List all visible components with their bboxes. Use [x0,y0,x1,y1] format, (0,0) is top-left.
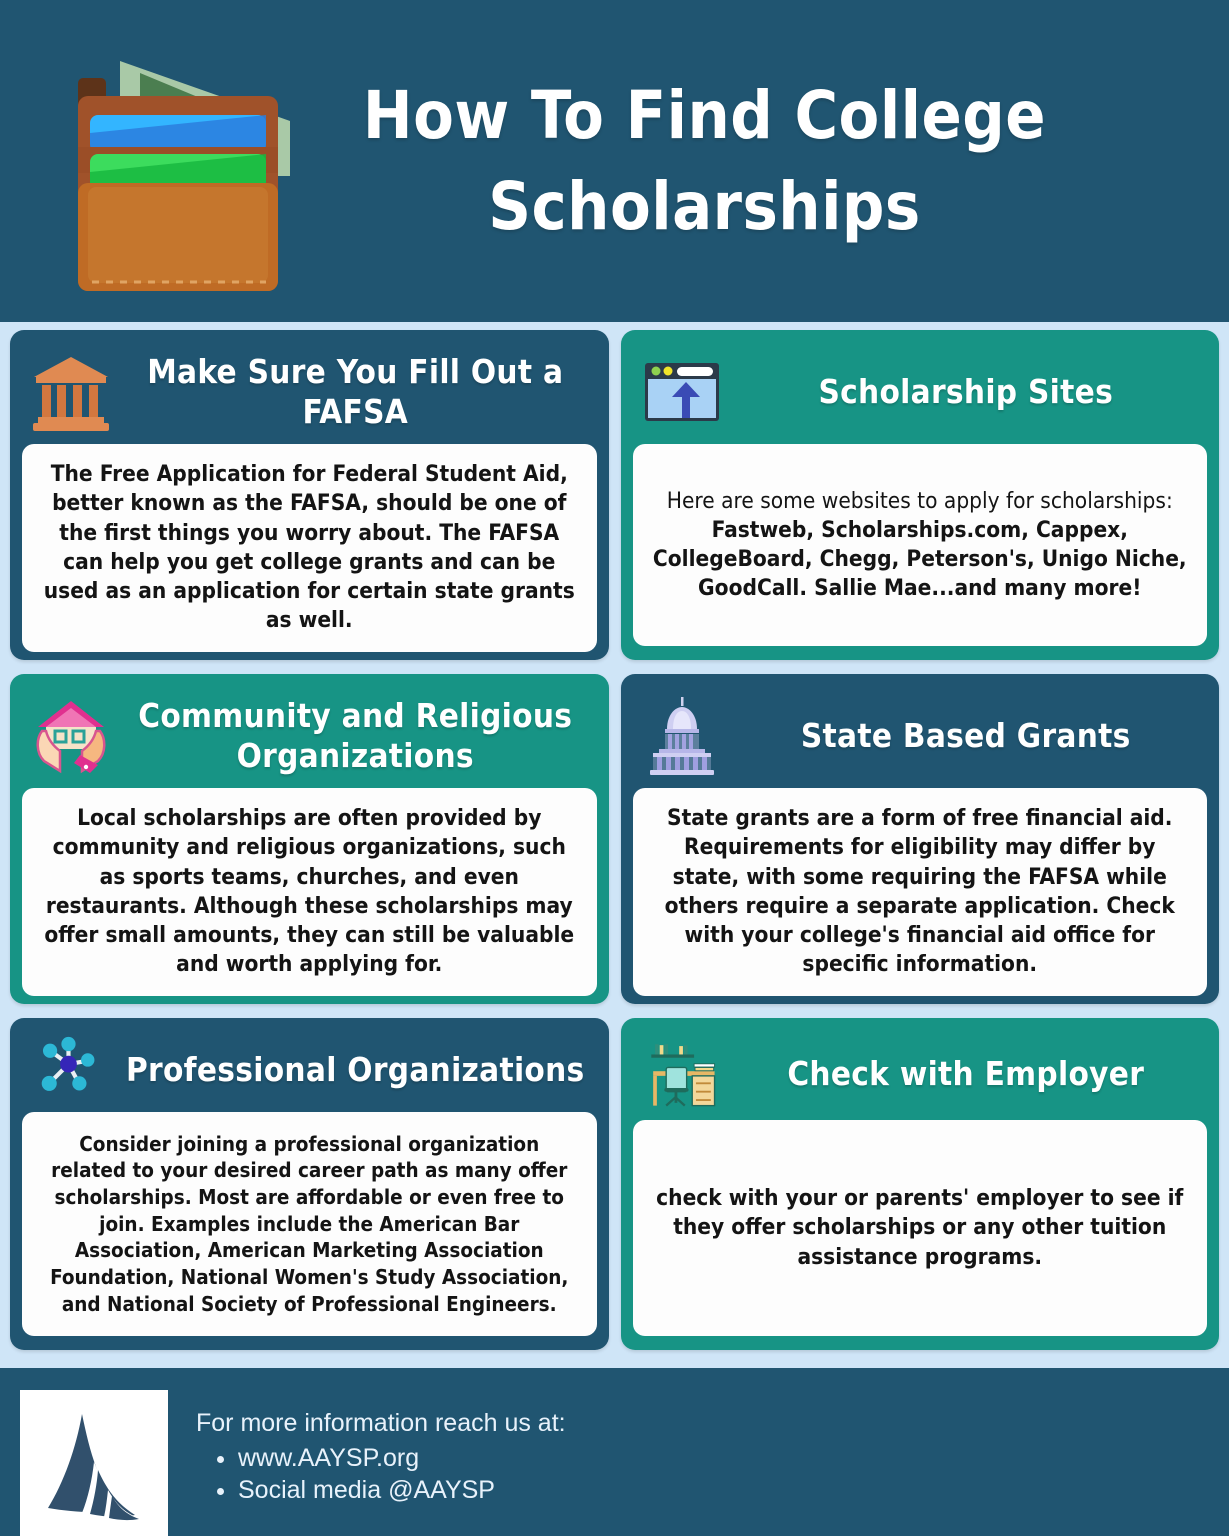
card-check-employer-body [633,1120,1208,1336]
card-fafsa-title: Make Sure You Fill Out a FAFSA [147,351,564,431]
footer-links [196,1443,566,1506]
card-fafsa [10,330,609,660]
page-title-line-1: How To Find College [362,76,1047,154]
page-title-line-2: Scholarships [488,168,921,245]
card-scholarship-sites-title: Scholarship Sites [818,371,1114,411]
card-professional-orgs-text: Consider joining a professional organization related to your desired career path as many offer scholarships. Most are affordable or even free to join. Examples include the American Bar Association, American Marketing Association Foundation, National Women's Study Association, and National Society of Professional Engineers. [50,1131,569,1316]
card-scholarship-sites-header [633,342,1208,444]
card-state-grants-title: State Based Grants [800,715,1131,755]
footer-bar [0,1368,1229,1536]
bank-building-icon [28,349,114,435]
card-professional-orgs [10,1018,609,1350]
footer-contact [196,1408,566,1506]
card-fafsa-text: The Free Application for Federal Student Aid, better known as the FAFSA, should be one of the first things you worry about. The FAFSA can help you get college grants and can be used as an application for certain state grants as well. [43,461,575,634]
network-nodes-icon [28,1034,114,1106]
card-state-grants-body [633,788,1208,996]
card-state-grants-text: State grants are a form of free financial aid. Requirements for eligibility may differ by state, with some requiring the FAFSA while others require a separate application. Check with your college's financial aid office for specific information. [664,805,1175,978]
card-fafsa-header [22,342,597,444]
footer-link-social[interactable]: • Social media @AAYSP [238,1475,566,1506]
card-professional-orgs-title: Professional Organizations [125,1049,585,1089]
wallet-icon [0,11,300,311]
tips-grid [0,322,1229,1350]
page-title [300,70,1229,252]
footer-link-website[interactable]: • www.AAYSP.org [238,1443,566,1474]
card-scholarship-sites-lead: Here are some websites to apply for scholarships: [666,487,1173,514]
office-desk-icon [639,1034,725,1114]
card-community-religious-body [22,788,597,996]
card-professional-orgs-header [22,1030,597,1112]
card-scholarship-sites-body [633,444,1208,646]
header-banner [0,0,1229,322]
card-check-employer-title: Check with Employer [787,1053,1145,1093]
card-community-religious-title: Community and Religious Organizations [138,695,573,775]
card-community-religious-header [22,686,597,788]
card-scholarship-sites [621,330,1220,660]
footer-heading: For more information reach us at: [196,1409,566,1437]
aaysp-sail-logo [20,1390,168,1536]
card-scholarship-sites-text: Fastweb, Scholarships.com, Cappex, CollegeBoard, Chegg, Peterson's, Unigo Niche, GoodCall. Sallie Mae...and many more! [652,516,1187,602]
card-fafsa-body [22,444,597,652]
card-check-employer-text: check with your or parents' employer to see if they offer scholarships or any other tuition assistance programs. [656,1185,1184,1270]
card-check-employer [621,1018,1220,1350]
card-community-religious-text: Local scholarships are often provided by community and religious organizations, such as sports teams, churches, and even restaurants. Although these scholarships may offer small amounts, they can still be valuable and worth applying for. [44,805,575,978]
hands-holding-house-icon [28,693,114,779]
browser-window-upload-icon [639,349,725,435]
card-state-grants [621,674,1220,1004]
card-professional-orgs-body [22,1112,597,1336]
card-check-employer-header [633,1030,1208,1120]
card-community-religious [10,674,609,1004]
card-state-grants-header [633,686,1208,788]
capitol-building-icon [639,693,725,779]
